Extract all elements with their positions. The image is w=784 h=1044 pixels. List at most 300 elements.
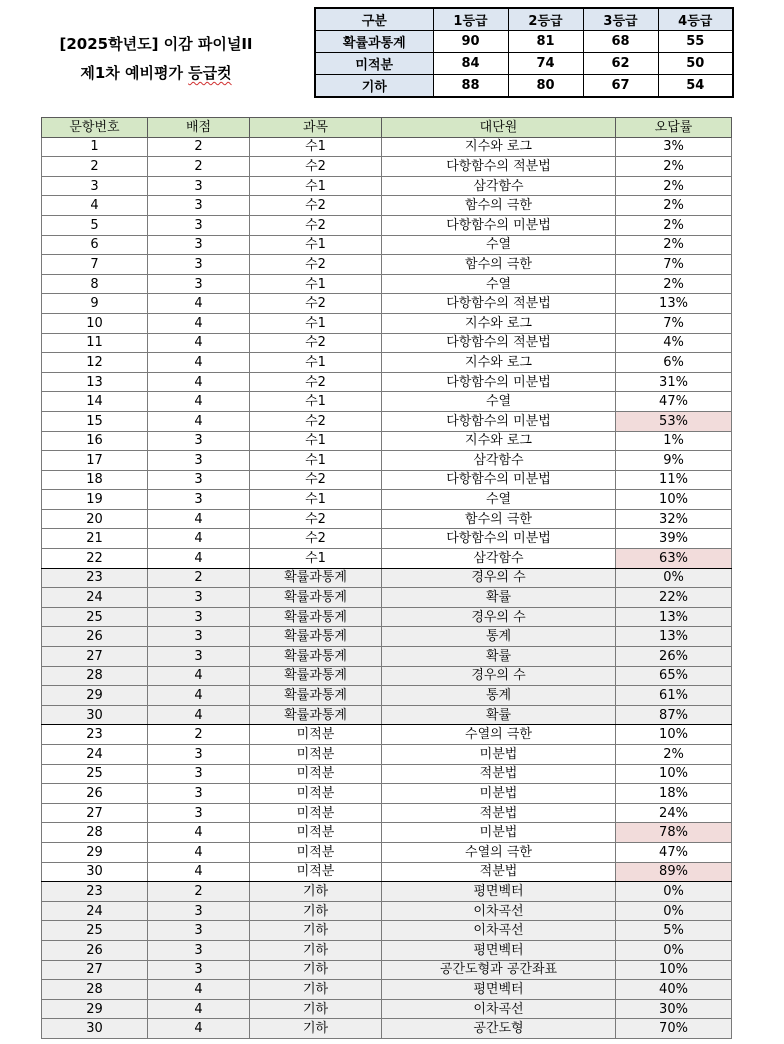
unit-cell: 다항함수의 적분법 <box>382 157 616 177</box>
cut-row-subject: 기하 <box>315 75 433 98</box>
question-number-cell: 7 <box>42 255 148 275</box>
table-row <box>42 392 732 412</box>
score-cell: 4 <box>148 823 250 843</box>
unit-cell: 다항함수의 미분법 <box>382 411 616 431</box>
question-number-cell: 17 <box>42 451 148 471</box>
error-rate-cell: 87% <box>616 705 732 725</box>
question-number-cell: 28 <box>42 980 148 1000</box>
score-cell: 3 <box>148 627 250 647</box>
question-error-rate-table <box>41 117 732 1039</box>
score-cell: 3 <box>148 647 250 667</box>
table-row <box>42 725 732 745</box>
table-row <box>42 842 732 862</box>
subject-cell: 미적분 <box>250 803 382 823</box>
main-table-body <box>42 137 732 1038</box>
score-cell: 4 <box>148 980 250 1000</box>
question-number-cell: 27 <box>42 803 148 823</box>
error-rate-cell: 6% <box>616 353 732 373</box>
question-number-cell: 5 <box>42 215 148 235</box>
error-rate-cell: 0% <box>616 882 732 902</box>
unit-cell: 다항함수의 미분법 <box>382 215 616 235</box>
cut-table-header-row <box>315 8 733 31</box>
question-number-cell: 23 <box>42 568 148 588</box>
unit-cell: 수열 <box>382 392 616 412</box>
question-number-cell: 30 <box>42 862 148 882</box>
cut-value: 55 <box>658 31 733 53</box>
subject-cell: 기하 <box>250 921 382 941</box>
unit-cell: 통계 <box>382 686 616 706</box>
score-cell: 4 <box>148 529 250 549</box>
table-row <box>42 509 732 529</box>
score-cell: 4 <box>148 353 250 373</box>
error-rate-cell: 32% <box>616 509 732 529</box>
table-row <box>42 862 732 882</box>
cut-row-geometry <box>315 75 733 98</box>
score-cell: 2 <box>148 137 250 157</box>
question-number-cell: 11 <box>42 333 148 353</box>
score-cell: 4 <box>148 666 250 686</box>
header-score: 배점 <box>148 118 250 138</box>
error-rate-cell: 30% <box>616 999 732 1019</box>
error-rate-cell: 5% <box>616 921 732 941</box>
subject-cell: 수1 <box>250 274 382 294</box>
score-cell: 3 <box>148 274 250 294</box>
score-cell: 3 <box>148 940 250 960</box>
question-number-cell: 22 <box>42 549 148 569</box>
table-row <box>42 647 732 667</box>
table-row <box>42 215 732 235</box>
score-cell: 3 <box>148 901 250 921</box>
table-row <box>42 196 732 216</box>
table-row <box>42 176 732 196</box>
question-number-cell: 13 <box>42 372 148 392</box>
table-row <box>42 235 732 255</box>
error-rate-cell: 18% <box>616 784 732 804</box>
unit-cell: 확률 <box>382 588 616 608</box>
header-unit: 대단원 <box>382 118 616 138</box>
unit-cell: 경우의 수 <box>382 607 616 627</box>
subject-cell: 미적분 <box>250 784 382 804</box>
error-rate-cell: 40% <box>616 980 732 1000</box>
cut-value: 54 <box>658 75 733 98</box>
unit-cell: 확률 <box>382 705 616 725</box>
error-rate-cell: 31% <box>616 372 732 392</box>
unit-cell: 함수의 극한 <box>382 255 616 275</box>
question-number-cell: 23 <box>42 725 148 745</box>
subject-cell: 확률과통계 <box>250 686 382 706</box>
subject-cell: 수2 <box>250 509 382 529</box>
table-row <box>42 921 732 941</box>
score-cell: 4 <box>148 313 250 333</box>
unit-cell: 미분법 <box>382 784 616 804</box>
score-cell: 2 <box>148 157 250 177</box>
unit-cell: 지수와 로그 <box>382 353 616 373</box>
question-number-cell: 24 <box>42 588 148 608</box>
unit-cell: 확률 <box>382 647 616 667</box>
score-cell: 4 <box>148 549 250 569</box>
score-cell: 3 <box>148 215 250 235</box>
score-cell: 3 <box>148 176 250 196</box>
score-cell: 4 <box>148 999 250 1019</box>
table-row <box>42 137 732 157</box>
subject-cell: 확률과통계 <box>250 588 382 608</box>
main-table-header-row <box>42 118 732 138</box>
score-cell: 4 <box>148 862 250 882</box>
unit-cell: 공간도형과 공간좌표 <box>382 960 616 980</box>
question-number-cell: 15 <box>42 411 148 431</box>
question-number-cell: 25 <box>42 921 148 941</box>
unit-cell: 평면벡터 <box>382 882 616 902</box>
question-number-cell: 19 <box>42 490 148 510</box>
unit-cell: 삼각함수 <box>382 176 616 196</box>
unit-cell: 지수와 로그 <box>382 313 616 333</box>
question-number-cell: 28 <box>42 666 148 686</box>
score-cell: 3 <box>148 196 250 216</box>
question-number-cell: 10 <box>42 313 148 333</box>
error-rate-cell: 2% <box>616 176 732 196</box>
subject-cell: 수2 <box>250 255 382 275</box>
question-number-cell: 26 <box>42 784 148 804</box>
table-row <box>42 999 732 1019</box>
question-number-cell: 23 <box>42 882 148 902</box>
subject-cell: 기하 <box>250 901 382 921</box>
question-number-cell: 30 <box>42 705 148 725</box>
error-rate-cell: 53% <box>616 411 732 431</box>
error-rate-cell: 61% <box>616 686 732 706</box>
unit-cell: 삼각함수 <box>382 549 616 569</box>
unit-cell: 이차곡선 <box>382 999 616 1019</box>
cut-row-probability-statistics <box>315 31 733 53</box>
unit-cell: 경우의 수 <box>382 568 616 588</box>
table-row <box>42 686 732 706</box>
unit-cell: 수열 <box>382 490 616 510</box>
table-row <box>42 313 732 333</box>
question-number-cell: 27 <box>42 647 148 667</box>
subject-cell: 기하 <box>250 999 382 1019</box>
score-cell: 4 <box>148 294 250 314</box>
question-number-cell: 26 <box>42 940 148 960</box>
question-number-cell: 4 <box>42 196 148 216</box>
header-question-number: 문항번호 <box>42 118 148 138</box>
unit-cell: 함수의 극한 <box>382 509 616 529</box>
question-number-cell: 28 <box>42 823 148 843</box>
subject-cell: 수1 <box>250 549 382 569</box>
error-rate-cell: 11% <box>616 470 732 490</box>
question-number-cell: 3 <box>42 176 148 196</box>
unit-cell: 이차곡선 <box>382 901 616 921</box>
table-row <box>42 882 732 902</box>
unit-cell: 수열의 극한 <box>382 842 616 862</box>
unit-cell: 적분법 <box>382 803 616 823</box>
subject-cell: 확률과통계 <box>250 627 382 647</box>
question-number-cell: 21 <box>42 529 148 549</box>
question-number-cell: 20 <box>42 509 148 529</box>
error-rate-cell: 63% <box>616 549 732 569</box>
unit-cell: 수열 <box>382 274 616 294</box>
subject-cell: 수2 <box>250 372 382 392</box>
score-cell: 4 <box>148 372 250 392</box>
unit-cell: 이차곡선 <box>382 921 616 941</box>
error-rate-cell: 0% <box>616 940 732 960</box>
score-cell: 3 <box>148 803 250 823</box>
score-cell: 3 <box>148 960 250 980</box>
error-rate-cell: 0% <box>616 568 732 588</box>
table-row <box>42 568 732 588</box>
question-number-cell: 16 <box>42 431 148 451</box>
error-rate-cell: 2% <box>616 157 732 177</box>
cut-value: 84 <box>433 53 508 75</box>
cut-header-category: 구분 <box>315 8 433 31</box>
table-row <box>42 627 732 647</box>
question-number-cell: 27 <box>42 960 148 980</box>
table-row <box>42 411 732 431</box>
subject-cell: 기하 <box>250 882 382 902</box>
table-row <box>42 431 732 451</box>
cut-value: 68 <box>583 31 658 53</box>
cut-header-grade-4: 4등급 <box>658 8 733 31</box>
table-row <box>42 451 732 471</box>
table-row <box>42 255 732 275</box>
score-cell: 4 <box>148 842 250 862</box>
document-title <box>36 30 276 88</box>
error-rate-cell: 7% <box>616 255 732 275</box>
error-rate-cell: 24% <box>616 803 732 823</box>
table-row <box>42 980 732 1000</box>
subject-cell: 기하 <box>250 980 382 1000</box>
error-rate-cell: 1% <box>616 431 732 451</box>
error-rate-cell: 65% <box>616 666 732 686</box>
subject-cell: 수2 <box>250 215 382 235</box>
score-cell: 3 <box>148 764 250 784</box>
unit-cell: 평면벡터 <box>382 980 616 1000</box>
subject-cell: 미적분 <box>250 725 382 745</box>
table-row <box>42 960 732 980</box>
table-row <box>42 940 732 960</box>
unit-cell: 통계 <box>382 627 616 647</box>
question-number-cell: 30 <box>42 1019 148 1039</box>
score-cell: 2 <box>148 725 250 745</box>
subject-cell: 수2 <box>250 529 382 549</box>
table-row <box>42 529 732 549</box>
error-rate-cell: 13% <box>616 627 732 647</box>
unit-cell: 수열 <box>382 235 616 255</box>
score-cell: 3 <box>148 921 250 941</box>
unit-cell: 적분법 <box>382 764 616 784</box>
table-row <box>42 901 732 921</box>
question-number-cell: 9 <box>42 294 148 314</box>
subject-cell: 미적분 <box>250 862 382 882</box>
table-row <box>42 607 732 627</box>
subject-cell: 수1 <box>250 353 382 373</box>
cut-value: 74 <box>508 53 583 75</box>
cut-value: 80 <box>508 75 583 98</box>
subject-cell: 확률과통계 <box>250 568 382 588</box>
subject-cell: 수1 <box>250 392 382 412</box>
unit-cell: 다항함수의 미분법 <box>382 372 616 392</box>
unit-cell: 삼각함수 <box>382 451 616 471</box>
unit-cell: 함수의 극한 <box>382 196 616 216</box>
table-row <box>42 353 732 373</box>
score-cell: 3 <box>148 255 250 275</box>
title-line-2-text: 제1차 예비평가 <box>80 64 189 82</box>
subject-cell: 확률과통계 <box>250 647 382 667</box>
subject-cell: 수2 <box>250 196 382 216</box>
error-rate-cell: 7% <box>616 313 732 333</box>
cut-row-subject: 확률과통계 <box>315 31 433 53</box>
score-cell: 2 <box>148 882 250 902</box>
subject-cell: 수2 <box>250 411 382 431</box>
table-row <box>42 705 732 725</box>
grade-cut-table <box>314 7 734 98</box>
subject-cell: 수2 <box>250 157 382 177</box>
table-row <box>42 823 732 843</box>
score-cell: 3 <box>148 490 250 510</box>
score-cell: 3 <box>148 235 250 255</box>
table-row <box>42 549 732 569</box>
score-cell: 4 <box>148 509 250 529</box>
score-cell: 4 <box>148 411 250 431</box>
subject-cell: 수1 <box>250 431 382 451</box>
cut-value: 62 <box>583 53 658 75</box>
table-row <box>42 764 732 784</box>
subject-cell: 미적분 <box>250 745 382 765</box>
title-line-2-misspelled: 등급컷 <box>188 64 232 82</box>
error-rate-cell: 2% <box>616 215 732 235</box>
error-rate-cell: 89% <box>616 862 732 882</box>
unit-cell: 다항함수의 미분법 <box>382 470 616 490</box>
question-number-cell: 2 <box>42 157 148 177</box>
unit-cell: 지수와 로그 <box>382 431 616 451</box>
error-rate-cell: 4% <box>616 333 732 353</box>
unit-cell: 미분법 <box>382 745 616 765</box>
subject-cell: 확률과통계 <box>250 666 382 686</box>
unit-cell: 다항함수의 적분법 <box>382 294 616 314</box>
score-cell: 2 <box>148 568 250 588</box>
question-number-cell: 26 <box>42 627 148 647</box>
subject-cell: 미적분 <box>250 823 382 843</box>
error-rate-cell: 47% <box>616 842 732 862</box>
question-number-cell: 24 <box>42 901 148 921</box>
subject-cell: 수1 <box>250 235 382 255</box>
error-rate-cell: 39% <box>616 529 732 549</box>
table-row <box>42 372 732 392</box>
subject-cell: 미적분 <box>250 842 382 862</box>
table-row <box>42 803 732 823</box>
subject-cell: 수2 <box>250 470 382 490</box>
question-number-cell: 12 <box>42 353 148 373</box>
error-rate-cell: 3% <box>616 137 732 157</box>
cut-row-subject: 미적분 <box>315 53 433 75</box>
subject-cell: 기하 <box>250 940 382 960</box>
unit-cell: 다항함수의 미분법 <box>382 529 616 549</box>
score-cell: 4 <box>148 333 250 353</box>
table-row <box>42 274 732 294</box>
question-number-cell: 29 <box>42 686 148 706</box>
question-number-cell: 29 <box>42 842 148 862</box>
subject-cell: 수1 <box>250 451 382 471</box>
unit-cell: 적분법 <box>382 862 616 882</box>
score-cell: 3 <box>148 451 250 471</box>
cut-value: 50 <box>658 53 733 75</box>
score-cell: 4 <box>148 392 250 412</box>
unit-cell: 경우의 수 <box>382 666 616 686</box>
unit-cell: 미분법 <box>382 823 616 843</box>
score-cell: 3 <box>148 431 250 451</box>
cut-value: 90 <box>433 31 508 53</box>
header-error-rate: 오답률 <box>616 118 732 138</box>
table-row <box>42 294 732 314</box>
error-rate-cell: 2% <box>616 196 732 216</box>
error-rate-cell: 13% <box>616 607 732 627</box>
header-subject: 과목 <box>250 118 382 138</box>
subject-cell: 미적분 <box>250 764 382 784</box>
score-cell: 4 <box>148 686 250 706</box>
table-row <box>42 666 732 686</box>
subject-cell: 수1 <box>250 313 382 333</box>
subject-cell: 확률과통계 <box>250 705 382 725</box>
error-rate-cell: 9% <box>616 451 732 471</box>
table-row <box>42 157 732 177</box>
error-rate-cell: 10% <box>616 725 732 745</box>
unit-cell: 다항함수의 적분법 <box>382 333 616 353</box>
question-number-cell: 6 <box>42 235 148 255</box>
cut-header-grade-1: 1등급 <box>433 8 508 31</box>
error-rate-cell: 70% <box>616 1019 732 1039</box>
question-number-cell: 25 <box>42 764 148 784</box>
subject-cell: 수2 <box>250 294 382 314</box>
question-number-cell: 1 <box>42 137 148 157</box>
table-row <box>42 745 732 765</box>
error-rate-cell: 26% <box>616 647 732 667</box>
cut-value: 88 <box>433 75 508 98</box>
score-cell: 3 <box>148 588 250 608</box>
table-row <box>42 588 732 608</box>
error-rate-cell: 0% <box>616 901 732 921</box>
unit-cell: 지수와 로그 <box>382 137 616 157</box>
unit-cell: 공간도형 <box>382 1019 616 1039</box>
question-number-cell: 8 <box>42 274 148 294</box>
title-line-1: [2025학년도] 이감 파이널II <box>59 35 253 53</box>
table-row <box>42 1019 732 1039</box>
question-number-cell: 14 <box>42 392 148 412</box>
subject-cell: 기하 <box>250 960 382 980</box>
error-rate-cell: 47% <box>616 392 732 412</box>
cut-value: 67 <box>583 75 658 98</box>
table-row <box>42 490 732 510</box>
cut-row-calculus <box>315 53 733 75</box>
error-rate-cell: 2% <box>616 274 732 294</box>
score-cell: 4 <box>148 1019 250 1039</box>
error-rate-cell: 13% <box>616 294 732 314</box>
cut-value: 81 <box>508 31 583 53</box>
error-rate-cell: 22% <box>616 588 732 608</box>
title-line-2 <box>36 59 276 88</box>
unit-cell: 평면벡터 <box>382 940 616 960</box>
table-row <box>42 470 732 490</box>
subject-cell: 수1 <box>250 490 382 510</box>
table-row <box>42 333 732 353</box>
subject-cell: 확률과통계 <box>250 607 382 627</box>
score-cell: 3 <box>148 470 250 490</box>
question-number-cell: 24 <box>42 745 148 765</box>
error-rate-cell: 78% <box>616 823 732 843</box>
error-rate-cell: 2% <box>616 235 732 255</box>
score-cell: 3 <box>148 745 250 765</box>
table-row <box>42 784 732 804</box>
error-rate-cell: 10% <box>616 960 732 980</box>
subject-cell: 수2 <box>250 333 382 353</box>
cut-header-grade-2: 2등급 <box>508 8 583 31</box>
